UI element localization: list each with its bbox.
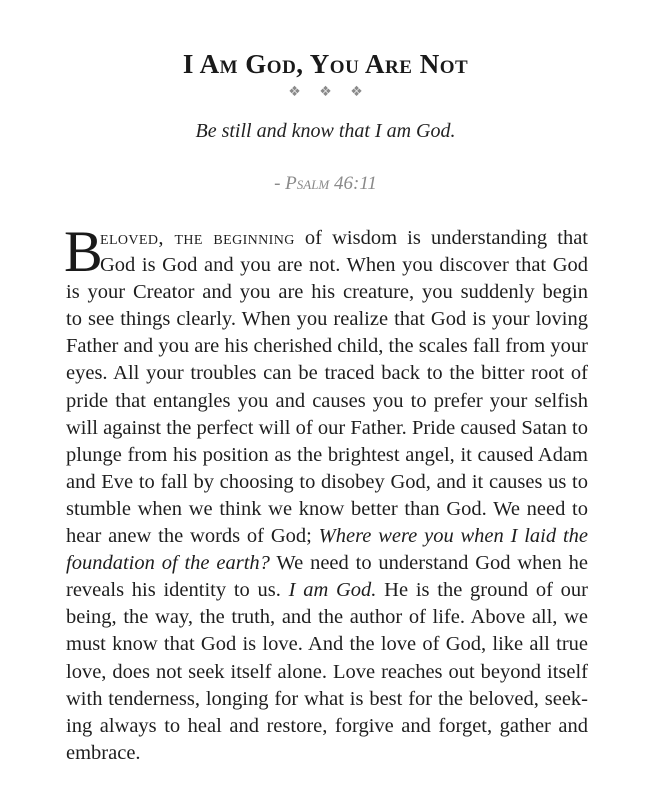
body-line: pride that entangles you and causes you to prefer your selfish (66, 389, 588, 412)
body-line: embrace. (66, 741, 141, 764)
body-line: eyes. All your troubles can be traced back to the bitter root of (66, 362, 588, 385)
citation-dash: - (274, 173, 286, 194)
body-line: is your Creator and you are his creature, you suddenly begin (66, 281, 588, 304)
body-line: and Eve to fall by choosing to disobey God, and it causes us to (66, 470, 588, 493)
body-line: stumble when we think we know better than God. We need to (66, 497, 588, 520)
body-line: ing always to heal and restore, forgive and forget, gather and (66, 714, 588, 737)
epigraph-quote: Be still and know that I am God. (195, 120, 456, 142)
body-paragraph (64, 219, 589, 767)
diamond-flower-ornament-icon: ❖ (319, 84, 332, 100)
body-line: reveals his identity to us. I am God. He is the ground of our (66, 579, 589, 602)
body-line: love, does not seek itself alone. Love reaches out beyond itself (66, 660, 588, 683)
body-line: being, the way, the truth, and the author of life. Above all, we (66, 606, 588, 629)
epigraph-citation (0, 172, 651, 196)
body-line: hear anew the words of God; Where were you when I laid the (66, 525, 588, 548)
body-line: will against the perfect will of our Father. Pride caused Satan to (66, 416, 588, 439)
citation-book: Psalm (285, 173, 330, 194)
body-line: to see things clearly. When you realize that God is your loving (66, 308, 588, 331)
scripture-quote-italic: foundation of the earth? (66, 552, 270, 575)
body-line: eloved, the beginning of wisdom is understanding that (100, 227, 588, 249)
body-line: Father and you are his cherished child, the scales fall from your (66, 335, 588, 358)
body-line: God is God and you are not. When you discover that God (100, 254, 588, 277)
drop-cap: B (64, 219, 103, 284)
lead-in-smallcaps: eloved, the beginning (100, 227, 295, 249)
chapter-title: I Am God, You Are Not (182, 49, 469, 80)
scripture-quote-italic: Where were you when I laid the (318, 525, 588, 548)
diamond-flower-ornament-icon: ❖ (350, 84, 363, 100)
scripture-quote-italic: I am God. (288, 579, 377, 602)
body-line: with tenderness, longing for what is best for the beloved, seek- (66, 687, 588, 710)
ornament-divider (0, 83, 651, 101)
body-line: foundation of the earth? We need to understand God when he (66, 552, 588, 575)
diamond-flower-ornament-icon: ❖ (288, 84, 301, 100)
body-line: must know that God is love. And the love of God, like all true (66, 633, 588, 656)
citation-reference: 46:11 (329, 173, 377, 194)
body-line: plunge from his position as the brightest angel, it caused Adam (66, 443, 588, 466)
